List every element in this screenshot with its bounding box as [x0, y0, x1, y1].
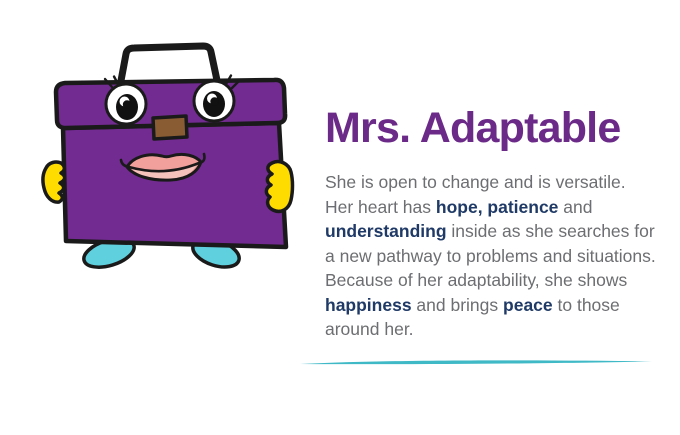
keyword: understanding [325, 221, 447, 241]
text-run: and brings [411, 294, 504, 315]
text-run: Because of her adaptability, she shows [325, 270, 628, 290]
right-eye-highlight-cut [210, 97, 218, 105]
paragraph-line [325, 293, 665, 318]
content-panel [325, 104, 665, 342]
right-hand [266, 162, 292, 212]
left-hand [43, 162, 65, 202]
text-run: Her heart has [325, 196, 436, 217]
description-paragraph [325, 170, 665, 342]
text-run: around her. [325, 319, 414, 339]
keyword: happiness [325, 294, 412, 315]
paragraph-line [325, 219, 665, 244]
keyword: hope, patience [435, 196, 559, 217]
paragraph-line [325, 317, 665, 342]
text-run: and [558, 196, 593, 217]
keyword: peace [503, 294, 553, 315]
paragraph-line [325, 195, 665, 220]
left-eye-highlight-cut [123, 100, 131, 108]
text-run: to those [552, 294, 620, 315]
text-run: a new pathway to problems and situations. [325, 245, 656, 266]
text-run: She is open to change and is versatile. [325, 172, 626, 192]
buckle [153, 116, 187, 139]
paragraph-line [325, 170, 665, 195]
briefcase-body [63, 123, 286, 247]
paragraph-line [325, 244, 665, 269]
paragraph-line [325, 268, 665, 293]
page-title: Mrs. Adaptable [325, 104, 621, 152]
brushstroke-divider [300, 360, 652, 364]
text-run: inside as she searches for [446, 221, 655, 241]
